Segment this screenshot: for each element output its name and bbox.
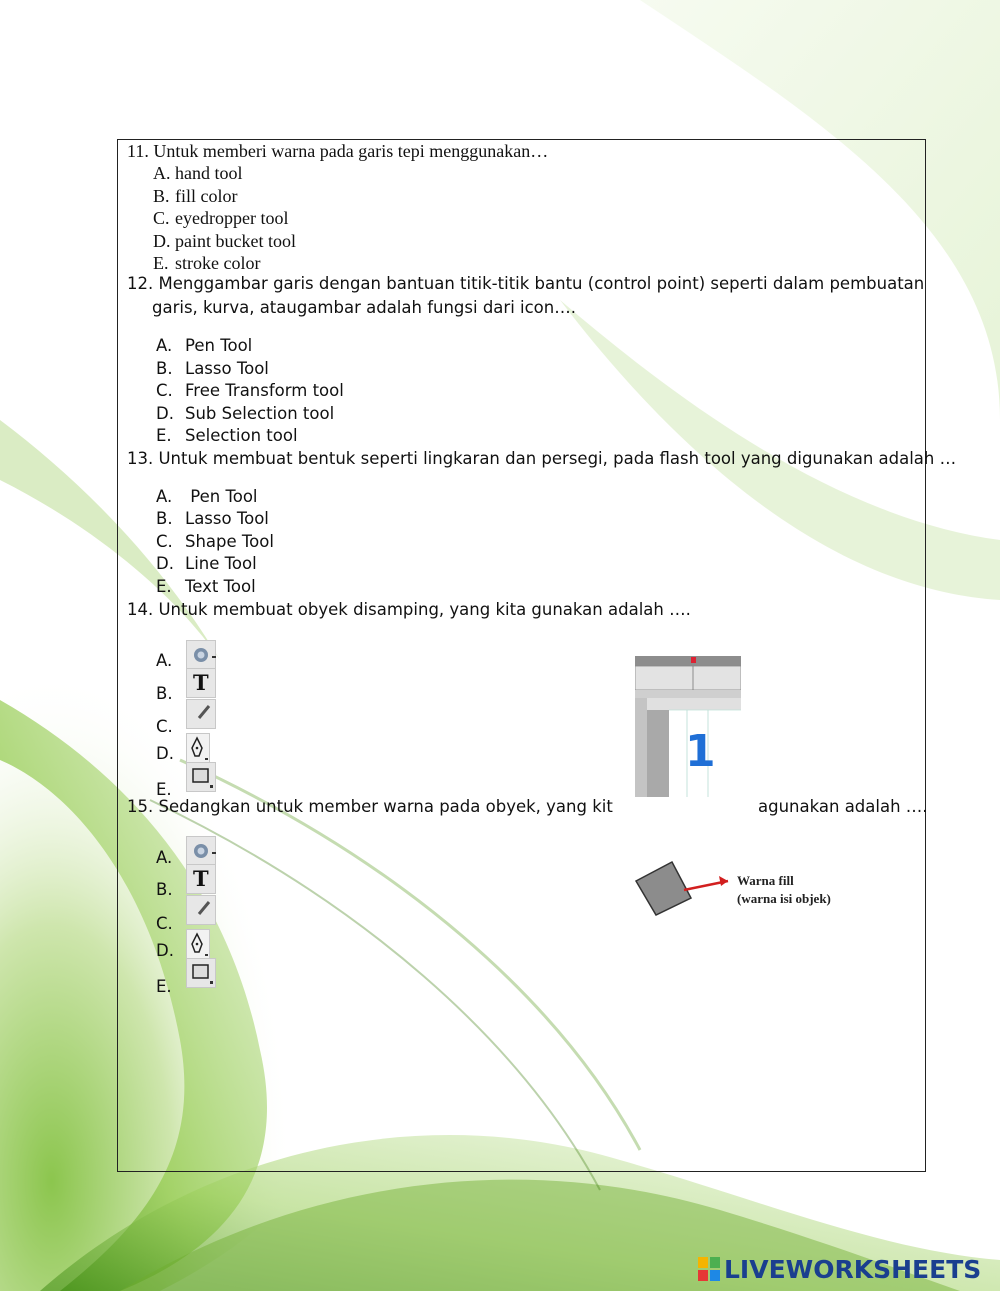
pen-tool-icon (186, 733, 210, 763)
worksheet-frame (117, 139, 926, 1172)
option-15b-letter: B. (156, 880, 173, 899)
question-15-right: agunakan adalah …. (758, 797, 928, 816)
question-11: 11. Untuk memberi warna pada garis tepi menggunakan… (127, 141, 549, 161)
question-12-line1: 12. Menggambar garis dengan bantuan titik-titik bantu (control point) seperti dalam pembuatan (127, 274, 925, 293)
option-15c-letter: C. (156, 914, 173, 933)
question-13: 13. Untuk membuat bentuk seperti lingkaran dan persegi, pada flash tool yang digunakan adalah … (127, 449, 957, 468)
option-11d: D. paint bucket tool (153, 231, 296, 251)
rectangle-tool-icon (186, 762, 216, 792)
paint-bucket-icon (186, 640, 216, 670)
text-tool-icon: T (186, 668, 216, 698)
liveworksheets-wordmark: LIVEWORKSHEETS (724, 1255, 982, 1284)
option-15e-letter: E. (156, 977, 172, 996)
option-12e: E. Selection tool (156, 426, 298, 445)
option-15d-letter: D. (156, 941, 174, 960)
option-11e: E. stroke color (153, 253, 261, 273)
option-12b: B. Lasso Tool (156, 359, 269, 378)
rectangle-tool-icon (186, 958, 216, 988)
pen-tool-icon (186, 929, 210, 959)
figure-number-1: 1 (685, 726, 716, 777)
option-11a: A. hand tool (153, 163, 243, 183)
option-13b: B. Lasso Tool (156, 509, 269, 528)
option-14a-letter: A. (156, 651, 173, 670)
fill-label: Warna fill (737, 873, 794, 888)
option-13a: A. Pen Tool (156, 487, 258, 506)
fill-sublabel: (warna isi objek) (737, 891, 831, 906)
option-13d: D. Line Tool (156, 554, 257, 573)
option-11b: B. fill color (153, 186, 238, 206)
brush-tool-icon (186, 895, 216, 925)
option-14d-letter: D. (156, 744, 174, 763)
option-13c: C. Shape Tool (156, 532, 274, 551)
option-15a-letter: A. (156, 848, 173, 867)
flash-stage-figure (635, 656, 741, 797)
option-14c-letter: C. (156, 717, 173, 736)
liveworksheets-logo-mark (698, 1257, 720, 1281)
question-12-line2: garis, kurva, ataugambar adalah fungsi dari icon…. (152, 298, 576, 317)
option-11c: C. eyedropper tool (153, 208, 289, 228)
paint-bucket-icon (186, 836, 216, 866)
option-13e: E. Text Tool (156, 577, 256, 596)
option-12d: D. Sub Selection tool (156, 404, 335, 423)
option-12c: C. Free Transform tool (156, 381, 344, 400)
text-tool-icon: T (186, 864, 216, 894)
brush-tool-icon (186, 699, 216, 729)
question-14: 14. Untuk membuat obyek disamping, yang kita gunakan adalah …. (127, 600, 691, 619)
option-12a: A. Pen Tool (156, 336, 253, 355)
question-15-left: 15. Sedangkan untuk member warna pada obyek, yang kit (127, 797, 613, 816)
option-14e-letter: E. (156, 780, 172, 799)
fill-color-figure (624, 835, 862, 929)
option-14b-letter: B. (156, 684, 173, 703)
